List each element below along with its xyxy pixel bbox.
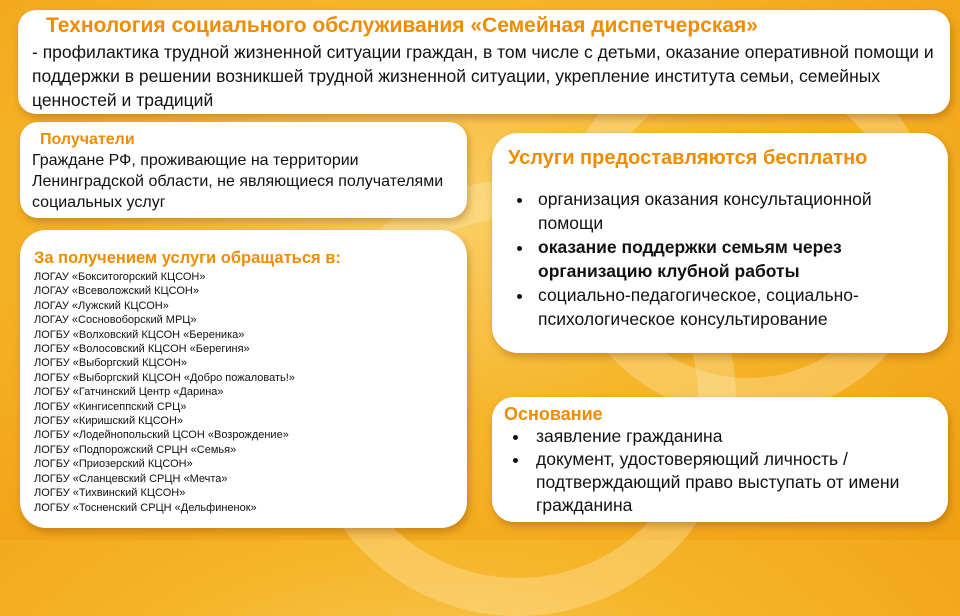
technology-card bbox=[18, 10, 950, 114]
organization-item: ЛОГАУ «Всеволожский КЦСОН» bbox=[34, 285, 199, 298]
basis-title: Основание bbox=[504, 404, 603, 424]
service-item: • организация оказания консультационной помощи bbox=[534, 187, 932, 235]
services-list bbox=[508, 187, 932, 331]
organization-item: ЛОГБУ «Сланцевский СРЦН «Мечта» bbox=[34, 472, 228, 485]
recipients-card bbox=[20, 122, 467, 218]
organization-item: ЛОГБУ «Киришский КЦСОН» bbox=[34, 415, 184, 428]
organization-item: ЛОГБУ «Приозерский КЦСОН» bbox=[34, 458, 193, 471]
organization-item: ЛОГАУ «Бокситогорский КЦСОН» bbox=[34, 271, 206, 283]
organization-item: ЛОГБУ «Лодейнопольский ЦСОН «Возрождение» bbox=[34, 429, 289, 442]
organization-item: ЛОГБУ «Выборгский КЦСОН» bbox=[34, 357, 187, 370]
organization-item: ЛОГБУ «Волховский КЦСОН «Береника» bbox=[34, 328, 245, 341]
organization-item: ЛОГАУ «Лужский КЦСОН» bbox=[34, 299, 169, 312]
technology-description: - профилактика трудной жизненной ситуации граждан, в том числе с детьми, оказание оперативной помощи и поддержки в решении возникшей трудной жизненной ситуации, укрепление института семьи, семейных ценностей и традиций bbox=[32, 42, 934, 110]
organization-item: ЛОГБУ «Тосненский СРЦН «Дельфиненок» bbox=[34, 501, 257, 514]
organization-item: ЛОГБУ «Гатчинский Центр «Дарина» bbox=[34, 386, 224, 399]
recipients-text: Граждане РФ, проживающие на территории Ленинградской области, не являющиеся получателями социальных услуг bbox=[32, 152, 444, 211]
organization-item: ЛОГАУ «Сосновоборский МРЦ» bbox=[34, 314, 197, 327]
organization-item: ЛОГБУ «Подпорожский СРЦН «Семья» bbox=[34, 443, 237, 456]
organization-item: ЛОГБУ «Волосовский КЦСОН «Берегиня» bbox=[34, 343, 250, 356]
service-item: • оказание поддержки семьям через организацию клубной работы bbox=[534, 235, 932, 283]
organization-item: ЛОГБУ «Тихвинский КЦСОН» bbox=[34, 487, 186, 500]
free-services-card bbox=[492, 133, 948, 353]
basis-card bbox=[492, 397, 948, 522]
organization-item: ЛОГБУ «Кингисеппский СРЦ» bbox=[34, 400, 187, 413]
organization-item: ЛОГБУ «Выборгский КЦСОН «Добро пожаловать!» bbox=[34, 371, 295, 384]
recipients-title: Получатели bbox=[40, 131, 135, 148]
service-item: • социально-педагогическое, социально-психологическое консультирование bbox=[534, 283, 932, 331]
basis-item: • документ, удостоверяющий личность / подтверждающий право выступать от имени гражданина bbox=[530, 448, 936, 517]
apply-title: За получением услуги обращаться в: bbox=[34, 249, 341, 267]
apply-card bbox=[20, 230, 467, 528]
basis-list bbox=[504, 425, 936, 517]
free-services-title: Услуги предоставляются бесплатно bbox=[508, 147, 868, 169]
organization-list bbox=[34, 270, 453, 515]
technology-title: Технология социального обслуживания «Семейная диспетчерская» bbox=[46, 14, 758, 37]
basis-item: • заявление гражданина bbox=[530, 425, 936, 448]
